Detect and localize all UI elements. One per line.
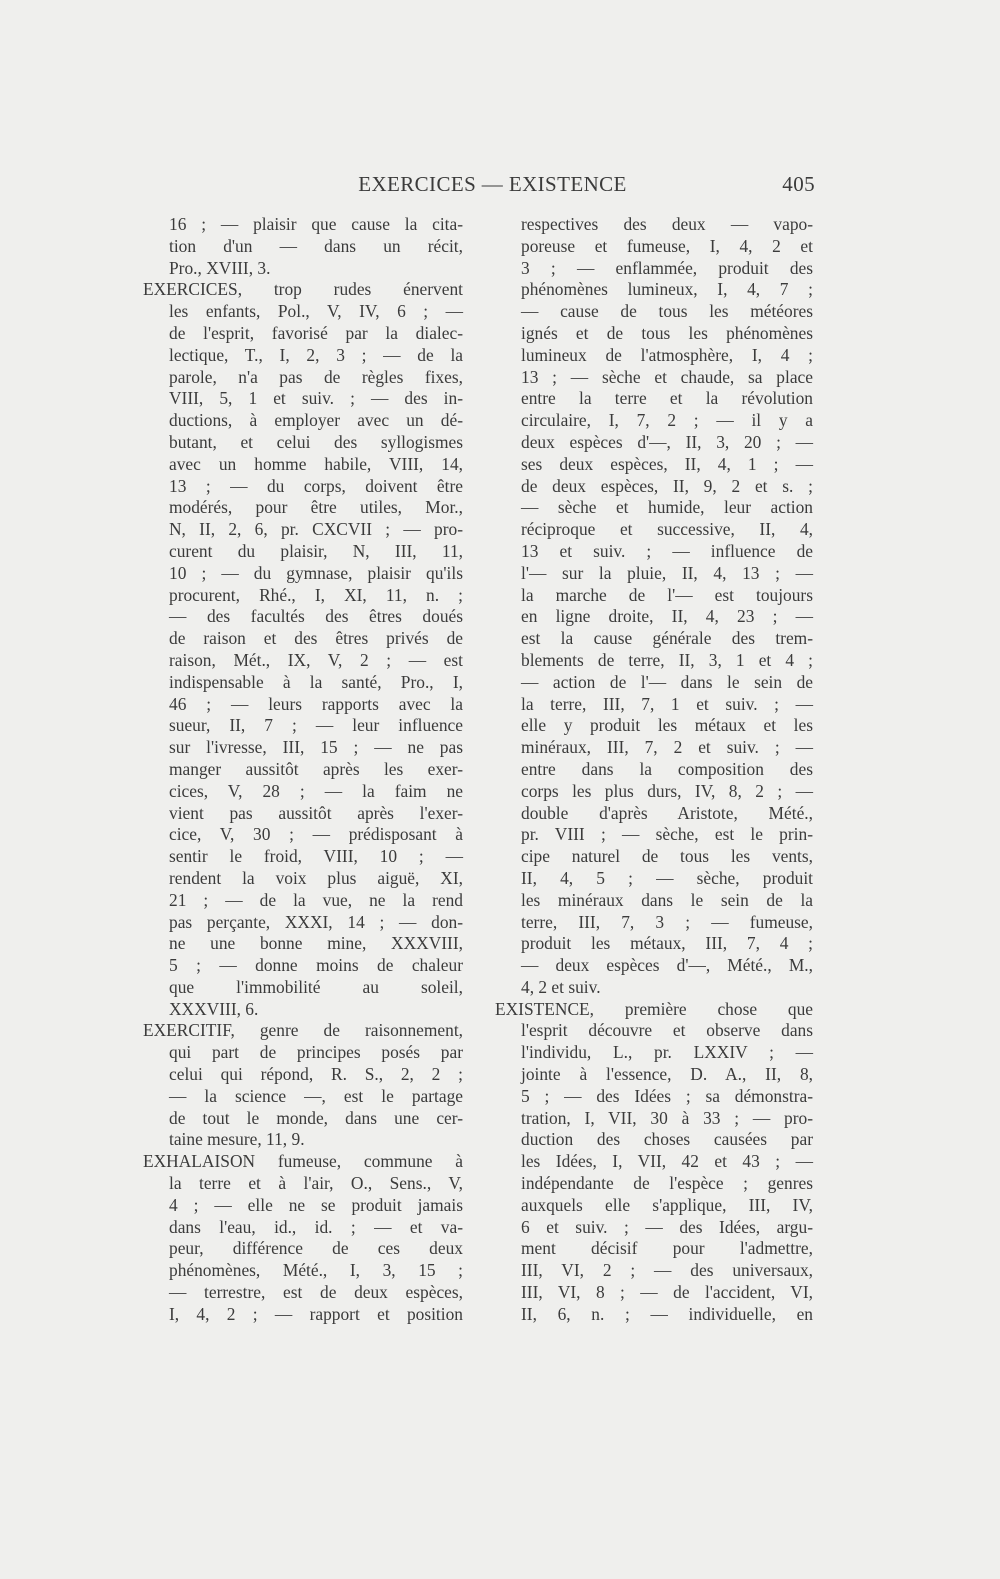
index-line: de l'esprit, favorisé par la dialec- [169, 322, 463, 343]
index-line: EXISTENCE, première chose que [495, 998, 813, 1019]
index-line: 13 ; — sèche et chaude, sa place [521, 366, 813, 387]
left-column [143, 214, 463, 1326]
index-line: jointe à l'essence, D. A., II, 8, [521, 1064, 813, 1085]
page-number: 405 [782, 172, 815, 196]
index-line: modérés, pour être utiles, Mor., [169, 497, 463, 518]
index-line: de raison et des êtres privés de [169, 628, 463, 649]
index-line: avec un homme habile, VIII, 14, [169, 453, 463, 474]
index-line: l'— sur la pluie, II, 4, 13 ; — [521, 562, 813, 583]
running-header [170, 172, 815, 202]
index-line: produit les métaux, III, 7, 4 ; [521, 933, 813, 954]
index-line: phénomènes lumineux, I, 4, 7 ; [521, 279, 813, 300]
index-line: corps les plus durs, IV, 8, 2 ; — [521, 780, 813, 801]
header-title: EXERCICES — EXISTENCE [358, 172, 627, 196]
index-line: la terre, III, 7, 1 et suiv. ; — [521, 693, 813, 714]
index-line: 10 ; — du gymnase, plaisir qu'ils [169, 562, 463, 583]
index-line: — cause de tous les météores [521, 301, 813, 322]
index-line: deux espèces d'—, II, 3, 20 ; — [521, 431, 813, 452]
index-line: la marche de l'— est toujours [521, 584, 813, 605]
index-line: 5 ; — des Idées ; sa démonstra- [521, 1085, 813, 1106]
index-line: qui part de principes posés par [169, 1042, 463, 1063]
index-line: tration, I, VII, 30 à 33 ; — pro- [521, 1107, 813, 1128]
index-line: EXERCICES, trop rudes énervent [143, 279, 463, 300]
index-line: cice, V, 30 ; — prédisposant à [169, 824, 463, 845]
index-line: lumineux de l'atmosphère, I, 4 ; [521, 344, 813, 365]
index-line: ne une bonne mine, XXXVIII, [169, 933, 463, 954]
index-line: réciproque et successive, II, 4, [521, 519, 813, 540]
right-column [495, 214, 813, 1326]
index-line: butant, et celui des syllogismes [169, 431, 463, 452]
index-line: elle y produit les métaux et les [521, 715, 813, 736]
index-line: taine mesure, 11, 9. [169, 1129, 305, 1150]
index-line: duction des choses causées par [521, 1129, 813, 1150]
index-line: — action de l'— dans le sein de [521, 671, 813, 692]
index-line: ses deux espèces, II, 4, 1 ; — [521, 453, 813, 474]
index-line: minéraux, III, 7, 2 et suiv. ; — [521, 737, 813, 758]
index-line: — des facultés des êtres doués [169, 606, 463, 627]
index-line: l'esprit découvre et observe dans [521, 1020, 813, 1041]
index-line: XXXVIII, 6. [169, 998, 259, 1019]
index-line: entre la terre et la révolution [521, 388, 813, 409]
index-line: 21 ; — de la vue, ne la rend [169, 889, 463, 910]
index-line: parole, n'a pas de règles fixes, [169, 366, 463, 387]
index-line: rendent la voix plus aiguë, XI, [169, 867, 463, 888]
index-line: VIII, 5, 1 et suiv. ; — des in- [169, 388, 463, 409]
index-line: les enfants, Pol., V, IV, 6 ; — [169, 301, 463, 322]
index-line: phénomènes, Mété., I, 3, 15 ; [169, 1260, 463, 1281]
index-line: — sèche et humide, leur action [521, 497, 813, 518]
index-line: la terre et à l'air, O., Sens., V, [169, 1173, 463, 1194]
index-line: 4 ; — elle ne se produit jamais [169, 1194, 463, 1215]
index-line: respectives des deux — vapo- [521, 214, 813, 234]
index-line: manger aussitôt après les exer- [169, 758, 463, 779]
index-line: Pro., XVIII, 3. [169, 257, 271, 278]
index-line: est la cause générale des trem- [521, 628, 813, 649]
index-line: N, II, 2, 6, pr. CXCVII ; — pro- [169, 519, 463, 540]
index-line: 13 et suiv. ; — influence de [521, 540, 813, 561]
index-line: procurent, Rhé., I, XI, 11, n. ; [169, 584, 463, 605]
index-line: que l'immobilité au soleil, [169, 976, 463, 997]
index-line: curent du plaisir, N, III, 11, [169, 540, 463, 561]
index-line: 46 ; — leurs rapports avec la [169, 693, 463, 714]
index-line: en ligne droite, II, 4, 23 ; — [521, 606, 813, 627]
index-line: — deux espèces d'—, Mété., M., [521, 955, 813, 976]
index-line: II, 6, n. ; — individuelle, en [521, 1303, 813, 1324]
index-line: les minéraux dans le sein de la [521, 889, 813, 910]
index-line: III, VI, 2 ; — des universaux, [521, 1260, 813, 1281]
index-line: pas perçante, XXXI, 14 ; — don- [169, 911, 463, 932]
index-line: indispensable à la santé, Pro., I, [169, 671, 463, 692]
index-line: tion d'un — dans un récit, [169, 235, 463, 256]
index-line: sueur, II, 7 ; — leur influence [169, 715, 463, 736]
index-line: 6 et suiv. ; — des Idées, argu- [521, 1216, 813, 1237]
index-line: raison, Mét., IX, V, 2 ; — est [169, 649, 463, 670]
index-line: peur, différence de ces deux [169, 1238, 463, 1259]
index-line: poreuse et fumeuse, I, 4, 2 et [521, 235, 813, 256]
index-line: pr. VIII ; — sèche, est le prin- [521, 824, 813, 845]
index-line: 13 ; — du corps, doivent être [169, 475, 463, 496]
index-line: I, 4, 2 ; — rapport et position [169, 1303, 463, 1324]
index-line: II, 4, 5 ; — sèche, produit [521, 867, 813, 888]
index-line: indépendante de l'espèce ; genres [521, 1173, 813, 1194]
index-line: III, VI, 8 ; — de l'accident, VI, [521, 1282, 813, 1303]
index-line: terre, III, 7, 3 ; — fumeuse, [521, 911, 813, 932]
index-line: cipe naturel de tous les vents, [521, 846, 813, 867]
index-line: de deux espèces, II, 9, 2 et s. ; [521, 475, 813, 496]
index-line: de tout le monde, dans une cer- [169, 1107, 463, 1128]
index-line: celui qui répond, R. S., 2, 2 ; [169, 1064, 463, 1085]
index-line: 4, 2 et suiv. [521, 976, 601, 997]
index-line: 16 ; — plaisir que cause la cita- [169, 214, 463, 234]
index-line: l'individu, L., pr. LXXIV ; — [521, 1042, 813, 1063]
index-line: cices, V, 28 ; — la faim ne [169, 780, 463, 801]
index-line: dans l'eau, id., id. ; — et va- [169, 1216, 463, 1237]
index-line: ductions, à employer avec un dé- [169, 410, 463, 431]
index-line: EXHALAISON fumeuse, commune à [143, 1151, 463, 1172]
index-line: auxquels elle s'applique, III, IV, [521, 1194, 813, 1215]
index-line: sentir le froid, VIII, 10 ; — [169, 846, 463, 867]
index-line: lectique, T., I, 2, 3 ; — de la [169, 344, 463, 365]
index-line: blements de terre, II, 3, 1 et 4 ; [521, 649, 813, 670]
index-line: ment décisif pour l'admettre, [521, 1238, 813, 1259]
index-line: 5 ; — donne moins de chaleur [169, 955, 463, 976]
index-line: — la science —, est le partage [169, 1085, 463, 1106]
index-line: entre dans la composition des [521, 758, 813, 779]
index-line: ignés et de tous les phénomènes [521, 322, 813, 343]
index-line: les Idées, I, VII, 42 et 43 ; — [521, 1151, 813, 1172]
index-line: 3 ; — enflammée, produit des [521, 257, 813, 278]
index-line: double d'après Aristote, Mété., [521, 802, 813, 823]
index-line: — terrestre, est de deux espèces, [169, 1282, 463, 1303]
index-line: sur l'ivresse, III, 15 ; — ne pas [169, 737, 463, 758]
index-line: vient pas aussitôt après l'exer- [169, 802, 463, 823]
index-line: EXERCITIF, genre de raisonnement, [143, 1020, 463, 1041]
index-line: circulaire, I, 7, 2 ; — il y a [521, 410, 813, 431]
